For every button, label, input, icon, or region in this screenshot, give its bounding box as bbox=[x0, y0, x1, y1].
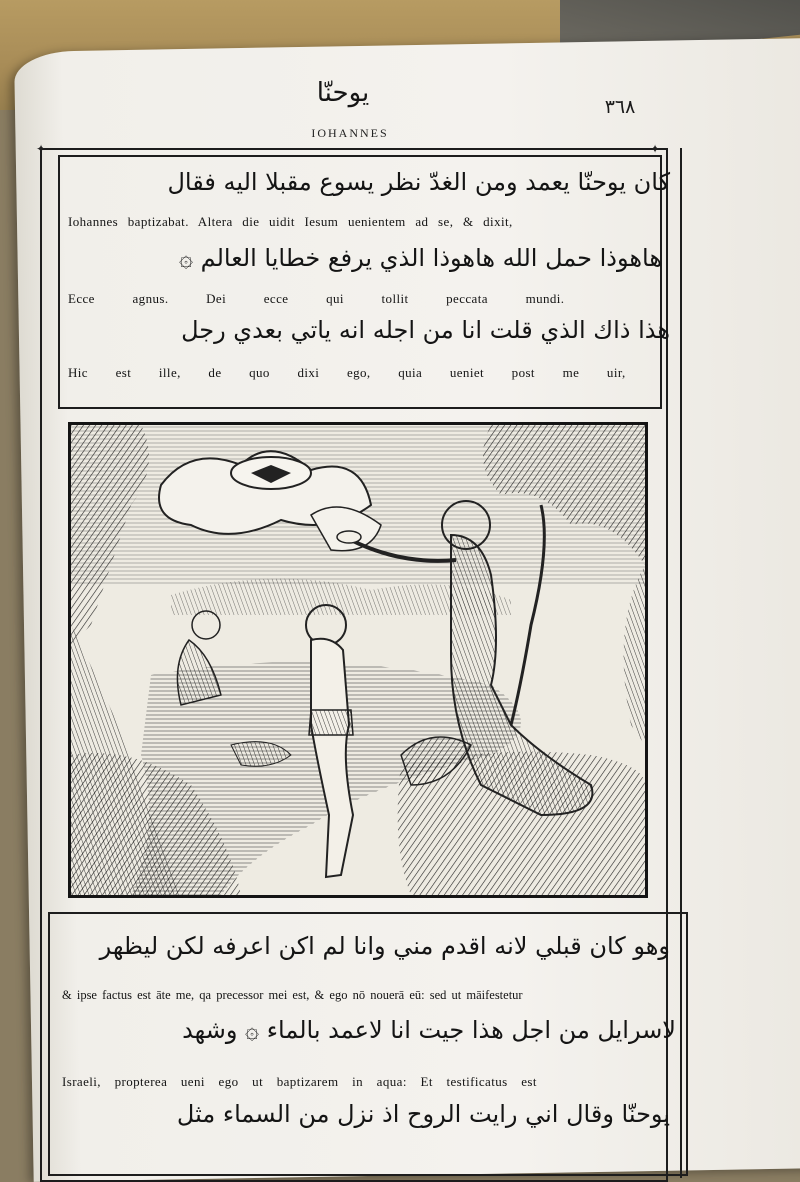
corner-ornament: ✦ bbox=[36, 142, 47, 156]
latin-line: & ipse factus est āte me, qa precessor mei est, & ego nō nouerā eū: sed ut māifestetur bbox=[62, 988, 523, 1002]
running-title-latin: IOHANNES bbox=[311, 126, 389, 140]
arabic-line: وهو كان قبلي لانه اقدم مني وانا لم اكن اعرفه لكن ليظهر bbox=[99, 932, 670, 960]
latin-line: Iohannes baptizabat. Altera die uidit Iesum uenientem ad se, & dixit, bbox=[68, 214, 513, 229]
arabic-line: لاسرايل من اجل هذا جيت انا لاعمد بالماء ۞ وشهد bbox=[182, 1016, 676, 1044]
latin-line: Hic est ille, de quo dixi ego, quia ueniet post me uir, bbox=[68, 365, 626, 380]
arabic-line: يوحنّا وقال اني رايت الروح اذ نزل من السماء مثل bbox=[176, 1100, 670, 1128]
latin-line: Ecce agnus. Dei ecce qui tollit peccata mundi. bbox=[68, 291, 565, 306]
page-number: ٣٦٨ bbox=[604, 96, 636, 118]
arabic-line: هذا ذاك الذي قلت انا من اجله انه ياتي بعدي رجل bbox=[181, 316, 670, 344]
arabic-line: كان يوحنّا يعمد ومن الغدّ نظر يسوع مقبلا اليه فقال bbox=[167, 168, 670, 196]
arabic-line: هاهوذا حمل الله هاهوذا الذي يرفع خطايا العالم ۞ bbox=[178, 244, 662, 272]
running-title-arabic: يوحنّا bbox=[316, 78, 370, 108]
woodcut-illustration bbox=[68, 422, 648, 898]
corner-ornament: ✦ bbox=[650, 142, 661, 156]
baptism-scene-drawing bbox=[71, 425, 645, 895]
latin-line: Israeli, propterea ueni ego ut baptizarem in aqua: Et testificatus est bbox=[62, 1074, 537, 1089]
